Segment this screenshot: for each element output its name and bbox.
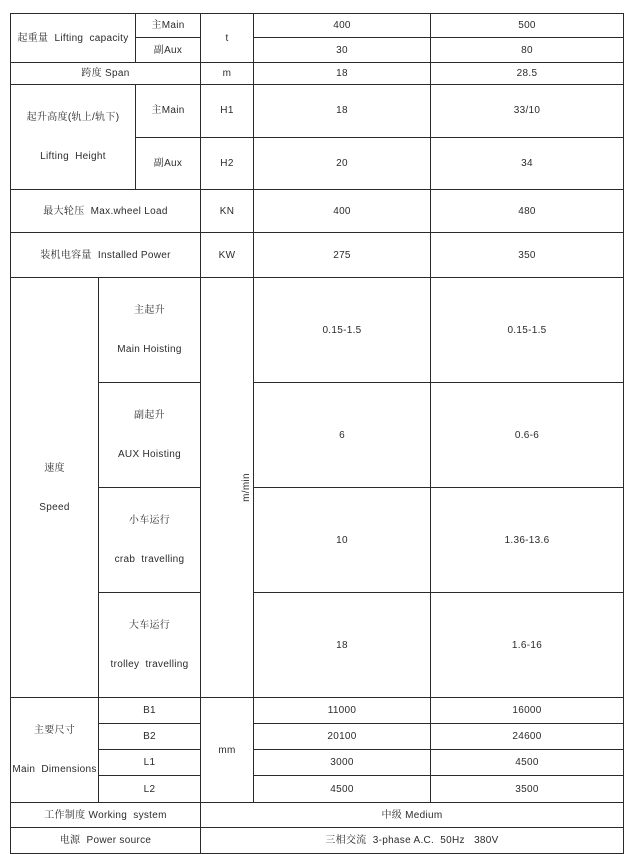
row-label-power-source: 电源 Power source [11, 828, 201, 854]
sub-label-b2: B2 [99, 723, 201, 750]
label-line-en: Lifting Height [40, 151, 106, 162]
sub-label-l1: L1 [99, 750, 201, 776]
value-span-model2: 28.5 [431, 63, 624, 85]
value-working-system: 中级 Medium [201, 803, 624, 828]
value-wheel-load-model1: 400 [254, 190, 431, 233]
value-installed-power-model1: 275 [254, 233, 431, 278]
sub-line-en: crab travelling [114, 554, 185, 565]
value-capacity-aux-model1: 30 [254, 38, 431, 63]
sub-label-aux-hoisting [99, 383, 201, 488]
value-speed-aux-model1: 6 [254, 383, 431, 488]
unit-lifting-capacity: t [201, 14, 254, 63]
row-label-lifting-capacity: 起重量 Lifting capacity [11, 14, 136, 63]
value-b1-model2: 16000 [431, 698, 624, 724]
line-artifact [200, 498, 201, 506]
value-speed-aux-model2: 0.6-6 [431, 383, 624, 488]
sub-label-b1: B1 [99, 698, 201, 724]
value-h2-model1: 20 [254, 137, 431, 190]
value-speed-trolley-model1: 18 [254, 593, 431, 698]
value-speed-trolley-model2: 1.6-16 [431, 593, 624, 698]
label-line-en: Speed [39, 501, 70, 513]
row-label-installed-power: 装机电容量 Installed Power [11, 233, 201, 278]
row-label-lifting-height [11, 85, 136, 190]
value-power-source: 三相交流 3-phase A.C. 50Hz 380V [201, 828, 624, 854]
sub-label-crab-travelling [99, 488, 201, 593]
label-line-en: Main Dimensions [12, 764, 97, 775]
row-label-span: 跨度 Span [11, 63, 201, 85]
unit-h2: H2 [201, 137, 254, 190]
sub-line-en: trolley travelling [110, 659, 189, 670]
value-capacity-main-model2: 500 [431, 14, 624, 38]
crane-spec-table [10, 13, 624, 854]
sub-line-cn: 副起升 [134, 410, 165, 421]
unit-max-wheel-load: KN [201, 190, 254, 233]
unit-speed-rotated-text: m/min [240, 473, 252, 502]
sub-label-aux-height: 副Aux [136, 137, 201, 190]
value-speed-main-model2: 0.15-1.5 [431, 278, 624, 383]
unit-span: m [201, 63, 254, 85]
row-label-speed [11, 278, 99, 698]
value-capacity-aux-model2: 80 [431, 38, 624, 63]
value-speed-crab-model1: 10 [254, 488, 431, 593]
value-speed-crab-model2: 1.36-13.6 [431, 488, 624, 593]
sub-line-cn: 小车运行 [128, 515, 171, 526]
value-h1-model2: 33/10 [431, 85, 624, 138]
unit-speed [201, 278, 254, 698]
sub-label-main-height: 主Main [136, 85, 201, 138]
row-label-working-system: 工作制度 Working system [11, 803, 201, 828]
sub-label-main-hoist: 主Main [136, 14, 201, 38]
value-l1-model1: 3000 [254, 750, 431, 776]
sub-label-l2: L2 [99, 776, 201, 803]
value-capacity-main-model1: 400 [254, 14, 431, 38]
unit-dimensions: mm [201, 698, 254, 803]
value-speed-main-model1: 0.15-1.5 [254, 278, 431, 383]
value-h2-model2: 34 [431, 137, 624, 190]
sub-label-main-hoisting [99, 278, 201, 383]
sub-line-en: AUX Hoisting [117, 449, 182, 460]
value-h1-model1: 18 [254, 85, 431, 138]
sub-label-trolley-travelling [99, 593, 201, 698]
value-b2-model2: 24600 [431, 723, 624, 750]
unit-h1: H1 [201, 85, 254, 138]
value-l2-model1: 4500 [254, 776, 431, 803]
unit-installed-power: KW [201, 233, 254, 278]
value-b1-model1: 11000 [254, 698, 431, 724]
value-b2-model1: 20100 [254, 723, 431, 750]
label-line-cn: 主要尺寸 [33, 725, 76, 736]
value-l2-model2: 3500 [431, 776, 624, 803]
sub-line-cn: 大车运行 [128, 620, 171, 631]
value-wheel-load-model2: 480 [431, 190, 624, 233]
label-line-cn: 起升高度(轨上/轨下) [26, 112, 120, 123]
sub-label-aux-hoist: 副Aux [136, 38, 201, 63]
label-line-cn: 速度 [44, 462, 65, 474]
row-label-main-dimensions [11, 698, 99, 803]
value-l1-model2: 4500 [431, 750, 624, 776]
value-span-model1: 18 [254, 63, 431, 85]
row-label-max-wheel-load: 最大轮压 Max.wheel Load [11, 190, 201, 233]
sub-line-cn: 主起升 [134, 305, 165, 316]
sub-line-en: Main Hoisting [117, 344, 182, 355]
value-installed-power-model2: 350 [431, 233, 624, 278]
